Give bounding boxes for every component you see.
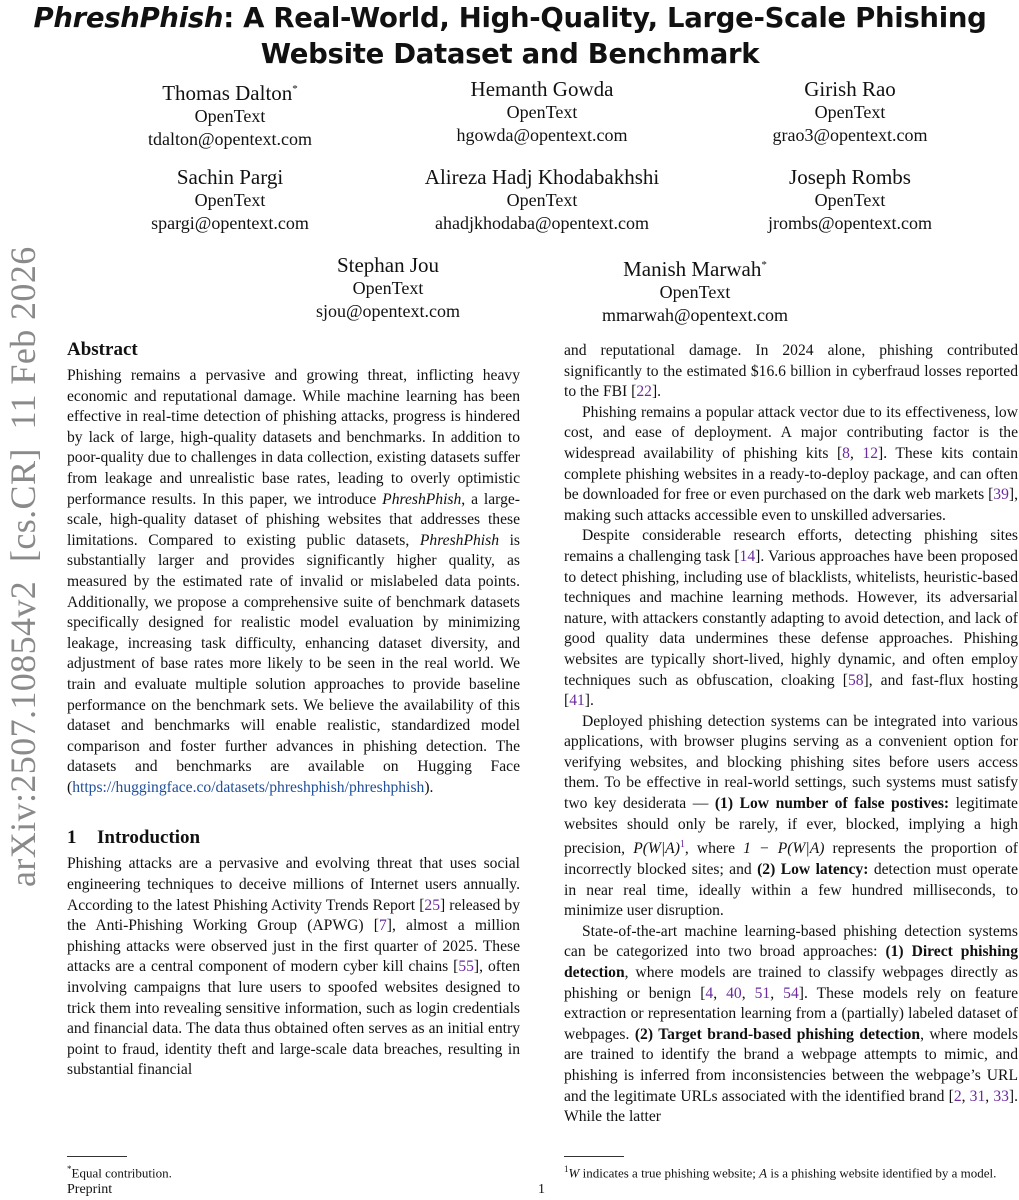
body-paragraph: Deployed phishing detection systems can be integrated into various applications, with browser plugins serving as a convenient option for verifying websites, and blocking phishing sites before users access them. To be effective in real-world settings, such systems must satisfy two key desiderata — (1) Low number of false postives: legitimate websites should only be rarely, if ever, blocked, implying a high precision, P(W|A)$^1$, where 1 − P(W|A) represents the proportion of incorrectly blocked sites; and (2) Low latency: detection must operate in near real time, ideally within a few hundred milliseconds, to minimize user disruption. <box>564 712 1018 920</box>
author-email: grao3@opentext.com <box>772 124 928 145</box>
title-italic: PhreshPhish <box>33 2 224 34</box>
author-email: ahadjkhodaba@opentext.com <box>434 212 649 233</box>
author-name: Joseph Rombs <box>789 165 911 189</box>
author-affiliation: OpenText <box>352 278 424 298</box>
right-column <box>564 341 1018 1128</box>
author-name: Sachin Pargi <box>176 165 284 189</box>
author <box>690 166 1010 234</box>
arxiv-watermark <box>2 246 43 892</box>
author-email: jrombs@opentext.com <box>767 212 933 233</box>
body-paragraph: Phishing remains a popular attack vector due to its effectiveness, low cost, and ease of deployment. A major contributing factor is the widespread availability of phishing kits [8, 12]. These kits contain complete phishing websites in a ready-to-deploy package, and can often be downloaded for free or even purchased on the dark web markets [39], making such attacks accessible even to unskilled adversaries. <box>564 403 1019 524</box>
author-email: tdalton@opentext.com <box>147 128 313 149</box>
citation[interactable]: 4 <box>705 984 714 1002</box>
author-email: mmarwah@opentext.com <box>601 304 789 325</box>
author <box>228 254 548 322</box>
author-affiliation: OpenText <box>814 190 886 210</box>
footnote-left: *Equal contribution. <box>67 1164 172 1181</box>
author-affiliation: OpenText <box>194 190 266 210</box>
citation[interactable]: 54 <box>783 984 799 1002</box>
citation[interactable]: 7 <box>378 917 387 935</box>
abstract-heading: Abstract <box>67 339 138 360</box>
abstract-text: Phishing remains a pervasive and growing threat, inflicting heavy economic and reputational damage. While machine learning has been effective in real-time detection of phishing attacks, progress is hindered by lack of large, high-quality datasets and benchmarks. In addition to poor-quality due to challenges in data collection, existing datasets suffer from leakage and unrealistic base rates, leading to overly optimistic performance results. In this paper, we introduce PhreshPhish, a large-scale, high-quality dataset of phishing websites that addresses these limitations. Compared to existing public datasets, PhreshPhish is substantially larger and provides significantly higher quality, as measured by the estimated rate of invalid or mislabeled data points. Additionally, we propose a comprehensive suite of benchmark datasets specifically designed for realistic model evaluation by minimizing leakage, increasing task difficulty, enhancing dataset diversity, and adjustment of base rates more likely to be seen in the real world. We train and evaluate multiple solution approaches to provide baseline performance on the benchmark sets. We believe the availability of this dataset and benchmarks will enable realistic, standardized model comparison and foster further advances in phishing detection. The datasets and benchmarks are available on Hugging Face (https://huggingface.co/datasets/phreshphish/phreshphish). <box>67 367 520 796</box>
body-paragraph: State-of-the-art machine learning-based phishing detection systems can be categorized into two broad approaches: (1) Direct phishing detection, where models are trained to classify webpages directly as phishing or benign [4, 40, 51, 54]. These models rely on feature extraction or representation learning from a (partially) labeled dataset of webpages. (2) Target brand-based phishing detection, where models are trained to identify the brand a webpage attempts to mimic, and phishing is inferred from inconsistencies between the webpage’s URL and the legitimate URLs associated with the identified brand [2, 31, 33]. While the latter <box>564 922 1019 1126</box>
author-name: Manish Marwah <box>623 257 762 281</box>
footnote-rule <box>67 1156 127 1157</box>
citation[interactable]: 2 <box>953 1087 962 1105</box>
footer-label: Preprint <box>67 1182 113 1197</box>
body-paragraph: Despite considerable research efforts, detecting phishing sites remains a challenging task [14]. Various approaches have been proposed to detect phishing, including use of blacklists, whitelists, heuristic-based techniques and machine learning methods. However, its adversarial nature, with attackers constantly adapting to avoid detection, and lack of good quality data undermines these defense approaches. Phishing websites are typically short-lived, highly dynamic, and often employ techniques such as obfuscation, cloaking [58], and fast-flux hosting [41]. <box>564 527 1018 710</box>
author <box>382 166 702 234</box>
paper-title <box>10 0 1010 72</box>
citation[interactable]: 40 <box>726 984 742 1002</box>
citation[interactable]: 51 <box>754 984 771 1002</box>
citation[interactable]: 58 <box>847 671 864 689</box>
citation[interactable]: 25 <box>424 896 440 914</box>
author-affiliation: OpenText <box>194 106 266 126</box>
citation[interactable]: 22 <box>636 383 652 401</box>
author-email: spargi@opentext.com <box>151 212 309 233</box>
author-name: Stephan Jou <box>336 253 440 277</box>
author-mark: * <box>761 259 767 271</box>
footnote-ref[interactable]: 1 <box>679 839 685 851</box>
intro-heading: 1 Introduction <box>67 827 201 849</box>
intro-paragraph: Phishing attacks are a pervasive and evolving threat that uses social engineering techniques to deceive millions of Internet users annually. According to the latest Phishing Activity Trends Report [25] released by the Anti-Phishing Working Group (APWG) [7], almost a million phishing attacks were observed just in the first quarter of 2025. These attacks are a central component of modern cyber kill chains [55], often involving campaigns that lure users to spoofed websites designed to trick them into revealing sensitive information, such as login credentials and financial data. The data thus obtained often serves as an initial entry point to fraud, identity theft and large-scale data breaches, resulting in substantial financial <box>67 855 521 1079</box>
author <box>690 78 1010 146</box>
citation[interactable]: 14 <box>739 547 756 565</box>
author-name: Hemanth Gowda <box>470 77 614 101</box>
author-affiliation: OpenText <box>506 190 578 210</box>
citation[interactable]: 55 <box>458 958 474 976</box>
footnote-rule <box>564 1156 624 1157</box>
body-paragraph: and reputational damage. In 2024 alone, phishing contributed significantly to the estimated $16.6 billion in cyberfraud losses reported to the FBI [22]. <box>564 342 1018 401</box>
citation[interactable]: 33 <box>993 1087 1009 1105</box>
title-line2: Website Dataset and Benchmark <box>260 38 760 70</box>
page-number: 1 <box>538 1182 545 1197</box>
author-affiliation: OpenText <box>659 282 731 302</box>
citation[interactable]: 31 <box>969 1087 986 1105</box>
author <box>535 254 855 326</box>
left-column <box>67 338 520 1081</box>
arxiv-id: arXiv:2507.10854v2 [cs.CR] 11 Feb 2026 <box>3 246 43 887</box>
citation[interactable]: 8 <box>842 444 850 462</box>
citation[interactable]: 41 <box>569 692 585 710</box>
author-affiliation: OpenText <box>814 102 886 122</box>
citation[interactable]: 12 <box>862 444 878 462</box>
citation[interactable]: 39 <box>993 486 1009 504</box>
author-name: Girish Rao <box>804 77 896 101</box>
author-name: Thomas Dalton <box>162 81 293 105</box>
author-email: hgowda@opentext.com <box>456 124 628 145</box>
author-email: sjou@opentext.com <box>315 300 461 321</box>
dataset-link[interactable]: https://huggingface.co/datasets/phreshphish/phreshphish <box>72 778 425 796</box>
author-name: Alireza Hadj Khodabakhshi <box>424 165 660 189</box>
footnote-right: $^1$W indicates a true phishing website; A is a phishing website identified by a model. <box>564 1164 997 1181</box>
author <box>70 78 390 150</box>
author-affiliation: OpenText <box>506 102 578 122</box>
author <box>70 166 390 234</box>
author <box>382 78 702 146</box>
author-mark: * <box>292 83 298 95</box>
title-line1: : A Real-World, High-Quality, Large-Scale Phishing <box>223 2 987 34</box>
